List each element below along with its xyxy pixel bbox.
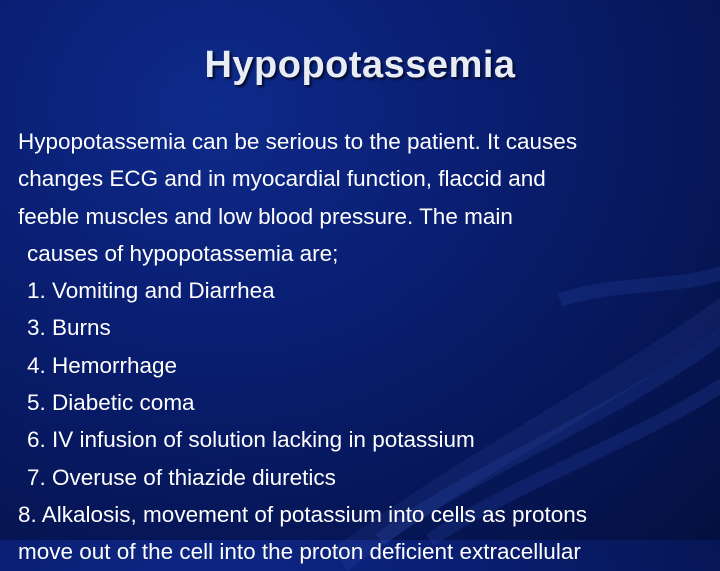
cause-list-item-continuation: move out of the cell into the proton deficient extracellular [18, 539, 581, 565]
intro-line: Hypopotassemia can be serious to the patient. It causes [18, 129, 578, 154]
cause-list-item: 8. Alkalosis, movement of potassium into cells as protons [18, 501, 588, 527]
cause-list-item: 3. Burns [27, 315, 111, 341]
cause-list-item: 6. IV infusion of solution lacking in potassium [27, 427, 475, 453]
intro-line: causes of hypopotassemia are; [27, 240, 339, 266]
slide-title: Hypopotassemia [204, 44, 516, 86]
cause-list-item: 7. Overuse of thiazide diuretics [27, 464, 336, 490]
cause-list-item: 5. Diabetic coma [27, 390, 195, 416]
intro-line: feeble muscles and low blood pressure. The main [18, 203, 513, 229]
cause-list-item: 4. Hemorrhage [27, 352, 178, 378]
slide-body [18, 123, 718, 571]
cause-list-item: 1. Vomiting and Diarrhea [27, 278, 275, 304]
intro-line: changes ECG and in myocardial function, flaccid and [18, 166, 546, 192]
